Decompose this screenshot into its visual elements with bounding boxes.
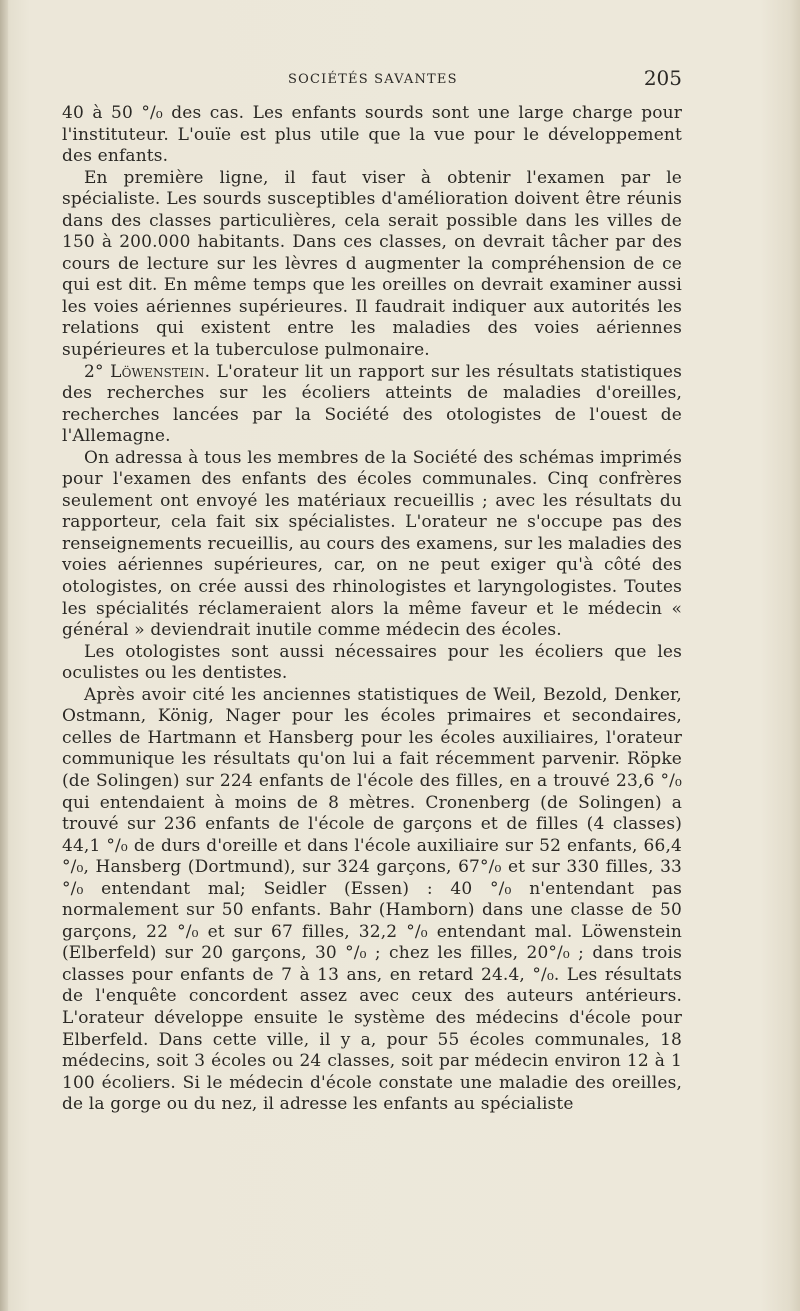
paragraph-3	[62, 362, 682, 448]
paragraph-4: On adressa à tous les membres de la Société des schémas imprimés pour l'examen des enfants des écoles communales. Cinq confrères seulement ont envoyé les matériaux recueillis ; avec les résultats du rapporteur, cela fait six spécialistes. L'orateur ne s'occupe pas des renseignements recueillis, au cours des examens, sur les maladies des voies aériennes supérieures, car, on ne peut exiger qu'à côté des otologistes, on crée aussi des rhinologistes et laryngologistes. Toutes les spécialités réclameraient alors la même faveur et le médecin « général » deviendrait inutile comme médecin des écoles.	[62, 447, 682, 641]
paragraph-1: 40 à 50 °/₀ des cas. Les enfants sourds sont une large charge pour l'instituteur. L'ouïe est plus utile que la vue pour le développement des enfants.	[62, 103, 682, 167]
body-text	[62, 103, 682, 1116]
running-head	[62, 66, 682, 90]
running-head-title: SOCIÉTÉS SAVANTES	[288, 72, 458, 87]
speaker-name: Löwenstein	[110, 361, 205, 382]
paragraph-3-text: . L'orateur lit un rapport sur les résultats statistiques des recherches sur les écoliers atteints de maladies d'oreilles, recherches lancées par la Société des otologistes de l'ouest de l'Allemagne.	[62, 361, 683, 447]
paragraph-2: En première ligne, il faut viser à obtenir l'examen par le spécialiste. Les sourds susceptibles d'amélioration doivent être réunis dans des classes particulières, cela serait possible dans les villes de 150 à 200.000 habitants. Dans ces classes, on devrait tâcher par des cours de lecture sur les lèvres d augmenter la compréhension de ce qui est dit. En même temps que les oreilles on devrait examiner aussi les voies aériennes supérieures. Il faudrait indiquer aux autorités les relations qui existent entre les maladies des voies aériennes supérieures et la tuberculose pulmonaire.	[62, 167, 682, 361]
paragraph-6: Après avoir cité les anciennes statistiques de Weil, Bezold, Denker, Ostmann, König, Nager pour les écoles primaires et secondaires, celles de Hartmann et Hansberg pour les écoles auxiliaires, l'orateur communique les résultats qu'on lui a fait récemment parvenir. Röpke (de Solingen) sur 224 enfants de l'école des filles, en a trouvé 23,6 °/₀ qui entendaient à moins de 8 mètres. Cronenberg (de Solingen) a trouvé sur 236 enfants de l'école de garçons et de filles (4 classes) 44,1 °/₀ de durs d'oreille et dans l'école auxiliaire sur 52 enfants, 66,4 °/₀, Hansberg (Dortmund), sur 324 garçons, 67°/₀ et sur 330 filles, 33 °/₀ entendant mal; Seidler (Essen) : 40 °/₀ n'entendant pas normalement sur 50 enfants. Bahr (Hamborn) dans une classe de 50 garçons, 22 °/₀ et sur 67 filles, 32,2 °/₀ entendant mal. Löwenstein (Elberfeld) sur 20 garçons, 30 °/₀ ; chez les filles, 20°/₀ ; dans trois classes pour enfants de 7 à 13 ans, en retard 24.4, °/₀. Les résultats de l'enquête concordent assez avec ceux des auteurs antérieurs. L'orateur développe ensuite le système des médecins d'école pour Elberfeld. Dans cette ville, il y a, pour 55 écoles communales, 18 médecins, soit 3 écoles ou 24 classes, soit par médecin environ 12 à 1 100 écoliers. Si le médecin d'école constate une maladie des oreilles, de la gorge ou du nez, il adresse les enfants au spécialiste	[62, 684, 682, 1115]
paragraph-5: Les otologistes sont aussi nécessaires pour les écoliers que les oculistes ou les dentistes.	[62, 641, 682, 684]
page-number: 205	[643, 66, 682, 90]
page-edge	[0, 0, 8, 1311]
item-number: 2°	[84, 361, 111, 382]
